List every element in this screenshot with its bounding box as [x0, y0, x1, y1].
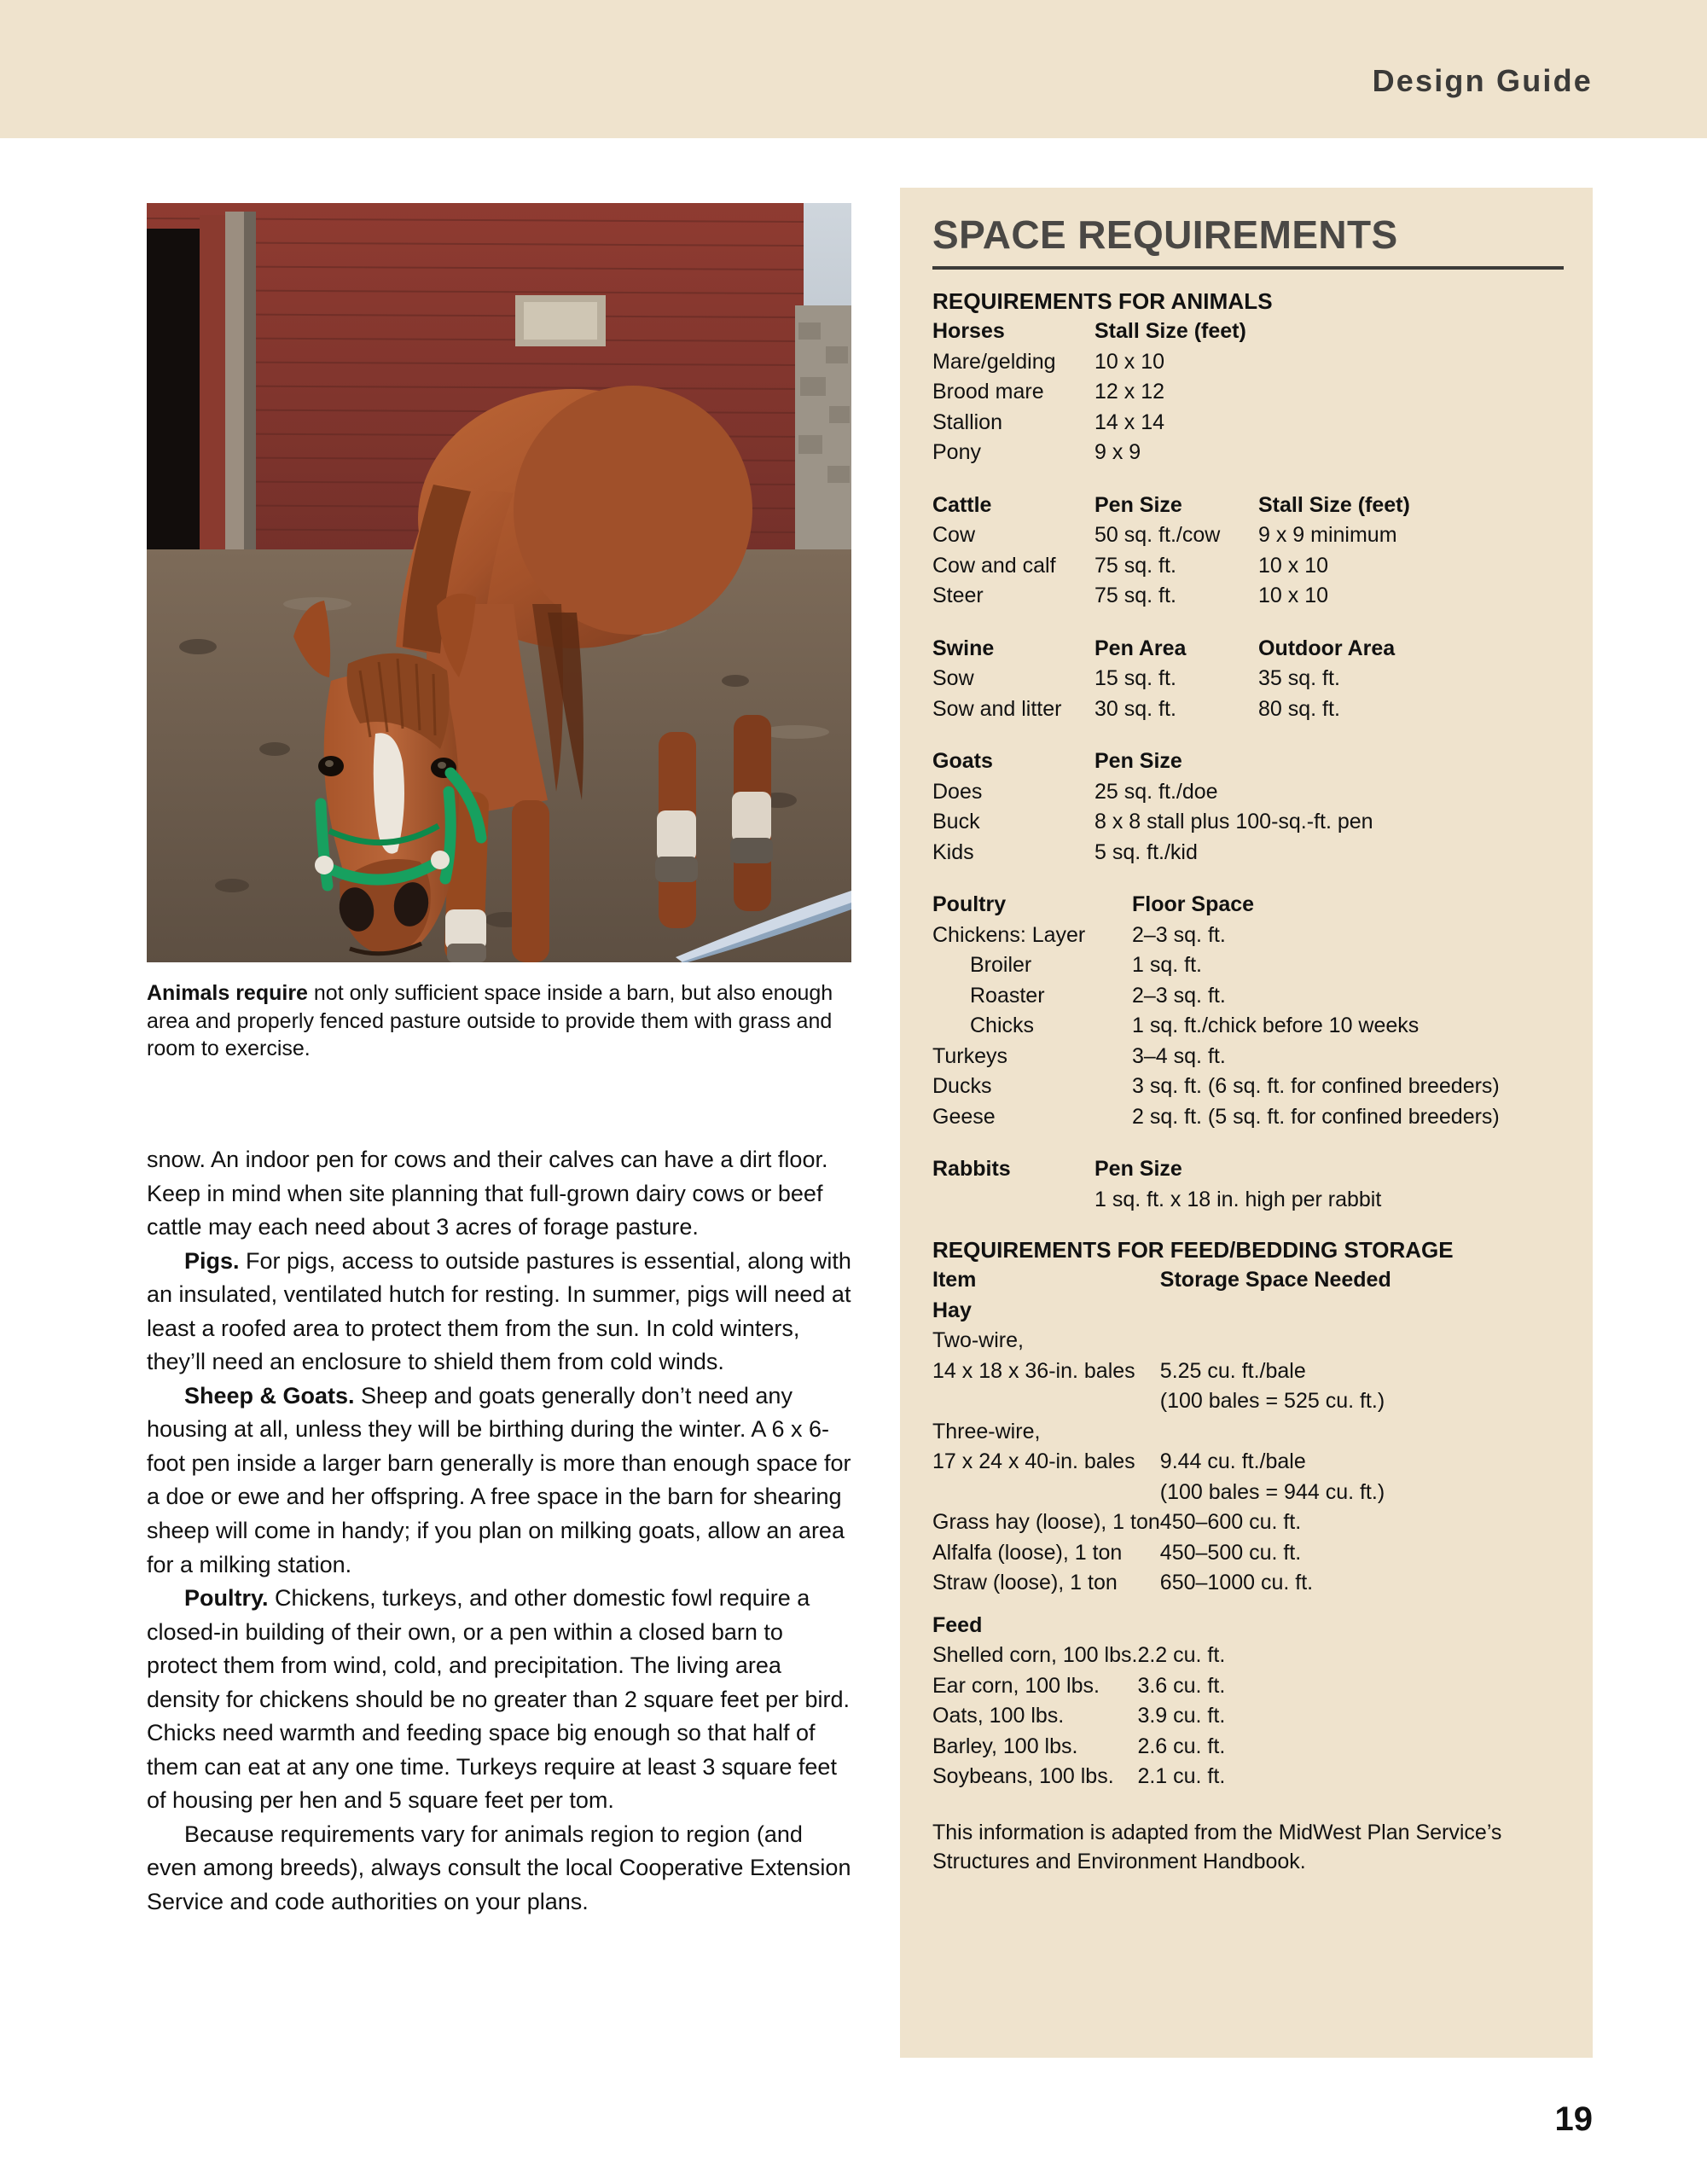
cell: 25 sq. ft./doe: [1094, 779, 1218, 804]
table-row: [932, 1417, 1564, 1448]
table-row: [932, 1701, 1564, 1732]
table-row: [932, 1538, 1564, 1569]
cell: Kids: [932, 839, 974, 864]
sidebar-title: SPACE REQUIREMENTS: [932, 212, 1398, 257]
cell: 35 sq. ft.: [1258, 666, 1340, 690]
cell: 10 x 10: [1258, 553, 1329, 578]
cell: 5 sq. ft./kid: [1094, 839, 1198, 864]
article-body: [147, 1143, 855, 1920]
cell: 15 sq. ft.: [1094, 666, 1176, 690]
col-header: Floor Space: [1132, 892, 1255, 916]
table-row: [932, 1042, 1564, 1072]
cell: 3 sq. ft. (6 sq. ft. for confined breeders): [1132, 1074, 1500, 1098]
cell: Stallion: [932, 410, 1002, 434]
cell: 75 sq. ft.: [1094, 553, 1176, 578]
col-header: Pen Size: [1094, 1157, 1182, 1181]
table-row: [932, 1326, 1564, 1356]
col-header: Horses: [932, 319, 1005, 343]
table-row: [932, 1265, 1564, 1296]
col-header: Goats: [932, 749, 993, 773]
hay-item: [932, 1386, 1160, 1417]
cell: 14 x 14: [1094, 410, 1165, 434]
table-row: [932, 347, 1564, 378]
body-paragraph-3-lead: Sheep & Goats.: [184, 1382, 355, 1409]
cell: Ducks: [932, 1074, 992, 1098]
cell: 3–4 sq. ft.: [1132, 1043, 1226, 1068]
cell: 9 x 9: [1094, 440, 1141, 464]
group-spacer: [932, 724, 1564, 746]
source-note: This information is adapted from the MidWest Plan Service’s Structures and Environment Handbook.: [932, 1820, 1502, 1873]
feed-spacer: [932, 1599, 1564, 1611]
page-number: 19: [1554, 2100, 1593, 2138]
hay-value: 450–600 cu. ft.: [1159, 1510, 1302, 1534]
cell: [1500, 1072, 1564, 1102]
cell: [1500, 1011, 1564, 1042]
cell: [1373, 777, 1564, 808]
table-row: [932, 551, 1564, 582]
cell: 8 x 8 stall plus 100-sq.-ft. pen: [1094, 810, 1373, 834]
animal-table-goats: [932, 746, 1564, 868]
animal-table-horses: [932, 317, 1564, 468]
table-row: [932, 1507, 1564, 1538]
hay-value: 650–1000 cu. ft.: [1159, 1571, 1314, 1594]
hay-value: (100 bales = 525 cu. ft.): [1159, 1389, 1385, 1413]
cell: [1258, 408, 1564, 439]
body-paragraph-5-text: Because requirements vary for animals region to region (and even among breeds), always consult the local Cooperative Extension Service and code authorities on your plans.: [147, 1821, 851, 1915]
cell: Cow: [932, 523, 976, 547]
table-row: [932, 1611, 1564, 1641]
group-spacer: [932, 868, 1564, 890]
col-header: [1373, 746, 1564, 777]
table-row: [932, 377, 1564, 408]
hay-value: 450–500 cu. ft.: [1159, 1540, 1302, 1565]
cell: Chicks: [970, 1014, 1035, 1037]
feed-label: Feed: [932, 1612, 983, 1637]
sidebar-title-rule: [932, 266, 1564, 270]
col-header: Cattle: [932, 492, 992, 517]
animal-requirements-tables: [932, 317, 1564, 1215]
cell: Does: [932, 779, 983, 804]
hay-value: 9.44 cu. ft./bale: [1159, 1449, 1306, 1473]
hay-label: Hay: [932, 1298, 972, 1322]
cell: Buck: [932, 810, 980, 834]
table-row: [932, 1568, 1564, 1599]
table-row: [932, 694, 1564, 725]
body-paragraph-1-text: snow. An indoor pen for cows and their calves can have a dirt floor. Keep in mind when site planning that full-grown dairy cows or beef cattle may each need about 3 acres of forage pasture.: [147, 1147, 828, 1240]
hay-item: Grass hay (loose), 1 ton: [932, 1510, 1160, 1534]
photo-caption: [147, 979, 855, 1063]
page-title: Design Guide: [1372, 63, 1593, 98]
body-paragraph-2-lead: Pigs.: [184, 1247, 240, 1274]
hay-value: 5.25 cu. ft./bale: [1159, 1358, 1306, 1383]
hay-item: 17 x 24 x 40-in. bales: [932, 1449, 1135, 1473]
table-row: [932, 921, 1564, 951]
col-header: Pen Size: [1094, 749, 1182, 773]
cell: Steer: [932, 584, 984, 607]
col-header: [1258, 317, 1564, 347]
storage-col-item: Item: [932, 1268, 977, 1292]
table-header-row: [932, 1154, 1564, 1185]
col-header: Outdoor Area: [1258, 636, 1396, 660]
cell: 10 x 10: [1258, 584, 1329, 607]
feed-item: Ear corn, 100 lbs.: [932, 1673, 1100, 1698]
space-requirements-sidebar: [900, 188, 1593, 2058]
table-row: [932, 1356, 1564, 1387]
hay-item: 14 x 18 x 36-in. bales: [932, 1358, 1135, 1383]
cell: 75 sq. ft.: [1094, 584, 1176, 607]
table-row: [932, 438, 1564, 468]
cell: Brood mare: [932, 380, 1044, 404]
feed-table: [932, 1611, 1564, 1792]
body-paragraph-2-text: For pigs, access to outside pastures is essential, along with an insulated, ventilated hutch for resting. In summer, pigs will need at least a roofed area to protect them from the sun. In cold winters, they’ll need an enclosure to shield them from cold winds.: [147, 1247, 851, 1375]
hay-value: [1160, 1326, 1564, 1356]
animals-section-heading: REQUIREMENTS FOR ANIMALS: [932, 288, 1273, 314]
cell: 9 x 9 minimum: [1258, 523, 1397, 547]
cell: 1 sq. ft./chick before 10 weeks: [1132, 1014, 1420, 1037]
feed-value: 3.6 cu. ft.: [1137, 1673, 1226, 1698]
table-row: [932, 520, 1564, 551]
table-header-row: [932, 634, 1564, 665]
cell: [1500, 981, 1564, 1012]
col-header: Swine: [932, 636, 995, 660]
cell: 2 sq. ft. (5 sq. ft. for confined breeders): [1132, 1104, 1500, 1129]
table-row: [932, 1296, 1564, 1327]
cell: Geese: [932, 1104, 996, 1129]
table-header-row: [932, 491, 1564, 521]
table-header-row: [932, 317, 1564, 347]
table-row: [932, 1732, 1564, 1763]
table-row: [932, 664, 1564, 694]
cell: Broiler: [970, 953, 1032, 977]
table-row: [932, 1102, 1564, 1133]
body-paragraph-3: [147, 1380, 855, 1582]
col-header: Pen Size: [1094, 492, 1182, 517]
cell: Cow and calf: [932, 553, 1056, 578]
body-paragraph-4-lead: Poultry.: [184, 1585, 269, 1612]
section-spacer: [932, 1215, 1564, 1237]
cell: 50 sq. ft./cow: [1094, 523, 1221, 547]
body-paragraph-5: [147, 1818, 855, 1920]
cell: 1 sq. ft. x 18 in. high per rabbit: [1094, 1187, 1382, 1211]
col-header: Stall Size (feet): [1258, 492, 1410, 517]
table-row: [932, 1185, 1564, 1216]
hay-item: Alfalfa (loose), 1 ton: [932, 1540, 1123, 1565]
col-header: Stall Size (feet): [1094, 319, 1246, 343]
hay-item: Straw (loose), 1 ton: [932, 1571, 1118, 1594]
feed-item: Barley, 100 lbs.: [932, 1734, 1078, 1758]
table-row: [932, 408, 1564, 439]
cell: 2–3 sq. ft.: [1132, 983, 1226, 1008]
cell: Turkeys: [932, 1043, 1007, 1068]
animal-table-rabbits: [932, 1154, 1564, 1215]
table-row: [932, 1762, 1564, 1792]
storage-section-heading: REQUIREMENTS FOR FEED/BEDDING STORAGE: [932, 1237, 1454, 1263]
feed-value: 2.6 cu. ft.: [1137, 1734, 1226, 1758]
hay-rows: [932, 1326, 1564, 1599]
feed-item: Soybeans, 100 lbs.: [932, 1764, 1114, 1788]
feed-item: Shelled corn, 100 lbs.: [932, 1643, 1138, 1667]
col-header: [1381, 1154, 1564, 1185]
cell: [1258, 347, 1564, 378]
body-paragraph-4: [147, 1582, 855, 1818]
cell: Chickens: Layer: [932, 922, 1086, 947]
caption-lead: Animals require: [147, 981, 308, 1005]
horse-in-barnyard-photo: [147, 203, 851, 962]
table-row: [932, 950, 1564, 981]
animal-table-poultry: [932, 890, 1564, 1132]
cell: [1500, 1042, 1564, 1072]
cell: [1500, 950, 1564, 981]
hay-item: [932, 1478, 1160, 1508]
cell: [932, 1185, 1094, 1216]
storage-col-space: Storage Space Needed: [1159, 1268, 1391, 1292]
table-row: [932, 981, 1564, 1012]
feed-value: 2.2 cu. ft.: [1137, 1643, 1226, 1667]
cell: Mare/gelding: [932, 349, 1056, 374]
cell: [1258, 377, 1564, 408]
feed-item: Oats, 100 lbs.: [932, 1704, 1065, 1728]
hay-item: Two-wire,: [932, 1328, 1024, 1352]
storage-table: [932, 1265, 1564, 1599]
table-row: [932, 1447, 1564, 1478]
cell: [1258, 438, 1564, 468]
table-row: [932, 1011, 1564, 1042]
hay-value: [1160, 1417, 1564, 1448]
table-row: [932, 1072, 1564, 1102]
feed-value: 2.1 cu. ft.: [1137, 1764, 1226, 1788]
body-paragraph-2: [147, 1245, 855, 1380]
col-header: Rabbits: [932, 1157, 1011, 1181]
cell: Roaster: [970, 983, 1045, 1008]
col-header: Poultry: [932, 892, 1007, 916]
cell: 10 x 10: [1094, 349, 1165, 374]
body-paragraph-3-text: Sheep and goats generally don’t need any housing at all, unless they will be birthing during the winter. A 6 x 6-foot pen inside a larger barn generally is more than enough space for a doe or ewe and her offspring. A free space in the barn for shearing sheep will come in handy; if you plan on milking goats, allow an area for a milking station.: [147, 1382, 851, 1577]
cell: Sow: [932, 666, 974, 690]
cell: 12 x 12: [1094, 380, 1165, 404]
table-row: [932, 1478, 1564, 1508]
group-spacer: [932, 612, 1564, 634]
table-header-row: [932, 890, 1564, 921]
col-header: Pen Area: [1094, 636, 1187, 660]
cell: 80 sq. ft.: [1258, 696, 1340, 721]
feed-value: 3.9 cu. ft.: [1137, 1704, 1226, 1728]
table-row: [932, 807, 1564, 838]
table-row: [932, 1641, 1564, 1671]
animal-table-cattle: [932, 491, 1564, 612]
cell: [1373, 838, 1564, 868]
caption-rest: not only sufficient space inside a barn, but also enough area and properly fenced pasture outside to provide them with grass and room to exercise.: [147, 981, 833, 1060]
animal-table-swine: [932, 634, 1564, 725]
hay-value: (100 bales = 944 cu. ft.): [1159, 1479, 1385, 1504]
table-header-row: [932, 746, 1564, 777]
cell: 2–3 sq. ft.: [1132, 922, 1226, 947]
cell: Sow and litter: [932, 696, 1062, 721]
cell: [1373, 807, 1564, 838]
body-paragraph-4-text: Chickens, turkeys, and other domestic fowl require a closed-in building of their own, or a pen within a closed barn to protect them from wind, cold, and precipitation. The living area density for chickens should be no greater than 2 square feet per bird. Chicks need warmth and feeding space big enough so that half of them can eat at any one time. Turkeys require at least 3 square feet of housing per hen and 5 square feet per tom.: [147, 1585, 851, 1814]
table-row: [932, 1671, 1564, 1702]
cell: [1381, 1185, 1564, 1216]
col-header: [1500, 890, 1564, 921]
cell: Pony: [932, 440, 981, 464]
body-paragraph-1: [147, 1143, 855, 1245]
table-row: [932, 777, 1564, 808]
cell: [1500, 921, 1564, 951]
table-row: [932, 581, 1564, 612]
feed-rows: [932, 1641, 1564, 1792]
cell: 30 sq. ft.: [1094, 696, 1176, 721]
cell: [1500, 1102, 1564, 1133]
group-spacer: [932, 468, 1564, 491]
hay-item: Three-wire,: [932, 1419, 1041, 1443]
table-row: [932, 1386, 1564, 1417]
table-row: [932, 838, 1564, 868]
cell: 1 sq. ft.: [1132, 953, 1202, 977]
group-spacer: [932, 1132, 1564, 1154]
